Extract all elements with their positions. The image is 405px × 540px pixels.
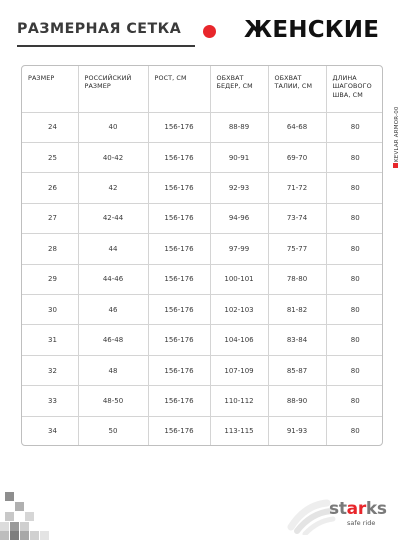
- table-row: [22, 203, 383, 233]
- table-header-row: [22, 66, 383, 112]
- cell-inseam: 80: [326, 264, 383, 294]
- column-header-height: РОСТ, СМ: [148, 66, 210, 112]
- cell-hips: 113-115: [210, 416, 268, 445]
- column-header-waist: ОБХВАТ ТАЛИИ, СМ: [268, 66, 326, 112]
- pixel-square: [10, 531, 19, 540]
- pixel-square: [10, 522, 19, 531]
- cell-russian-size: 48: [78, 355, 148, 385]
- cell-russian-size: 42: [78, 173, 148, 203]
- cell-size: 29: [22, 264, 78, 294]
- cell-russian-size: 46: [78, 295, 148, 325]
- cell-hips: 88-89: [210, 112, 268, 142]
- cell-inseam: 80: [326, 234, 383, 264]
- cell-russian-size: 42-44: [78, 203, 148, 233]
- pixel-square: [25, 512, 34, 521]
- table-row: [22, 234, 383, 264]
- column-header-inseam: ДЛИНА ШАГОВОГО ШВА, СМ: [326, 66, 383, 112]
- pixel-square: [20, 531, 29, 540]
- page-title: РАЗМЕРНАЯ СЕТКА: [17, 21, 182, 37]
- cell-waist: 71-72: [268, 173, 326, 203]
- cell-size: 31: [22, 325, 78, 355]
- cell-inseam: 80: [326, 355, 383, 385]
- cell-height: 156-176: [148, 355, 210, 385]
- table-row: [22, 142, 383, 172]
- cell-height: 156-176: [148, 142, 210, 172]
- red-dot-icon: [203, 25, 216, 38]
- pixel-square: [5, 492, 14, 501]
- pixel-square: [0, 531, 9, 540]
- cell-size: 24: [22, 112, 78, 142]
- pixel-square: [5, 512, 14, 521]
- cell-waist: 73-74: [268, 203, 326, 233]
- cell-inseam: 80: [350, 426, 360, 435]
- cell-size: 34: [22, 416, 78, 445]
- brand-logo: [329, 499, 399, 533]
- cell-hips: 94-96: [210, 203, 268, 233]
- table-row: [22, 355, 383, 385]
- pixel-square: [20, 522, 29, 531]
- cell-russian-size: 44-46: [78, 264, 148, 294]
- brand-wordmark-accent: ar: [346, 499, 366, 519]
- cell-hips: 90-91: [210, 142, 268, 172]
- table-row: [22, 112, 383, 142]
- table-row: [22, 295, 383, 325]
- pixel-square: [30, 531, 39, 540]
- table-row: [22, 325, 383, 355]
- cell-hips: 97-99: [210, 234, 268, 264]
- column-header-size: РАЗМЕР: [22, 66, 78, 112]
- cell-height: 156-176: [148, 295, 210, 325]
- cell-height: 156-176: [148, 173, 210, 203]
- cell-inseam: 80: [326, 325, 383, 355]
- brand-wordmark: [329, 499, 387, 519]
- column-header-russian-size: РОССИЙСКИЙ РАЗМЕР: [78, 66, 148, 112]
- cell-size: 26: [22, 173, 78, 203]
- cell-size: 30: [22, 295, 78, 325]
- cell-size: 28: [22, 234, 78, 264]
- cell-size: 33: [22, 386, 78, 416]
- cell-size: 32: [22, 355, 78, 385]
- cell-russian-size: 50: [78, 416, 148, 445]
- pixel-square: [40, 531, 49, 540]
- table-row: [22, 386, 383, 416]
- cell-hips: 110-112: [210, 386, 268, 416]
- table-row: [22, 416, 383, 445]
- size-table: [22, 66, 383, 445]
- table-row: [22, 264, 383, 294]
- cell-waist: 75-77: [268, 234, 326, 264]
- red-square-icon: [393, 163, 398, 168]
- cell-hips: 92-93: [210, 173, 268, 203]
- product-code-label: KEVLAR ARMOR-00: [394, 106, 400, 162]
- cell-inseam: 80: [326, 386, 383, 416]
- header: [0, 0, 405, 62]
- cell-height: 156-176: [148, 264, 210, 294]
- column-header-hips: ОБХВАТ БЕДЕР, СМ: [210, 66, 268, 112]
- cell-inseam: 80: [326, 173, 383, 203]
- cell-height: 156-176: [148, 325, 210, 355]
- pixel-square: [0, 522, 9, 531]
- cell-russian-size: 40: [78, 112, 148, 142]
- cell-waist: 69-70: [268, 142, 326, 172]
- cell-height: 156-176: [148, 203, 210, 233]
- cell-waist: 83-84: [268, 325, 326, 355]
- cell-height: 156-176: [148, 416, 210, 445]
- cell-russian-size: 46-48: [78, 325, 148, 355]
- size-table-container: [21, 65, 383, 446]
- brand-tagline: safe ride: [347, 519, 376, 527]
- cell-height: 156-176: [148, 112, 210, 142]
- cell-hips: 107-109: [210, 355, 268, 385]
- title-underline: [17, 45, 195, 47]
- cell-size: 27: [22, 203, 78, 233]
- cell-russian-size: 44: [78, 234, 148, 264]
- cell-inseam: 80: [326, 142, 383, 172]
- cell-waist: 85-87: [268, 355, 326, 385]
- cell-russian-size: 40-42: [78, 142, 148, 172]
- brand-wordmark-part: st: [329, 499, 347, 519]
- cell-inseam: 80: [326, 203, 383, 233]
- cell-hips: 104-106: [210, 325, 268, 355]
- pixel-square: [15, 502, 24, 511]
- cell-size: 25: [22, 142, 78, 172]
- brand-wordmark-part: ks: [365, 499, 387, 519]
- cell-waist: 78-80: [268, 264, 326, 294]
- cell-height: 156-176: [148, 234, 210, 264]
- cell-russian-size: 48-50: [78, 386, 148, 416]
- cell-inseam: 80: [326, 112, 383, 142]
- category-title: ЖЕНСКИЕ: [244, 17, 380, 43]
- cell-height: 156-176: [148, 386, 210, 416]
- side-label: [391, 66, 403, 162]
- cell-inseam: 80: [326, 295, 383, 325]
- cell-waist: 88-90: [268, 386, 326, 416]
- table-row: [22, 173, 383, 203]
- cell-waist: 91-93: [268, 416, 326, 445]
- cell-waist: 81-82: [268, 295, 326, 325]
- cell-waist: 64-68: [268, 112, 326, 142]
- cell-hips: 102-103: [210, 295, 268, 325]
- cell-hips: 100-101: [210, 264, 268, 294]
